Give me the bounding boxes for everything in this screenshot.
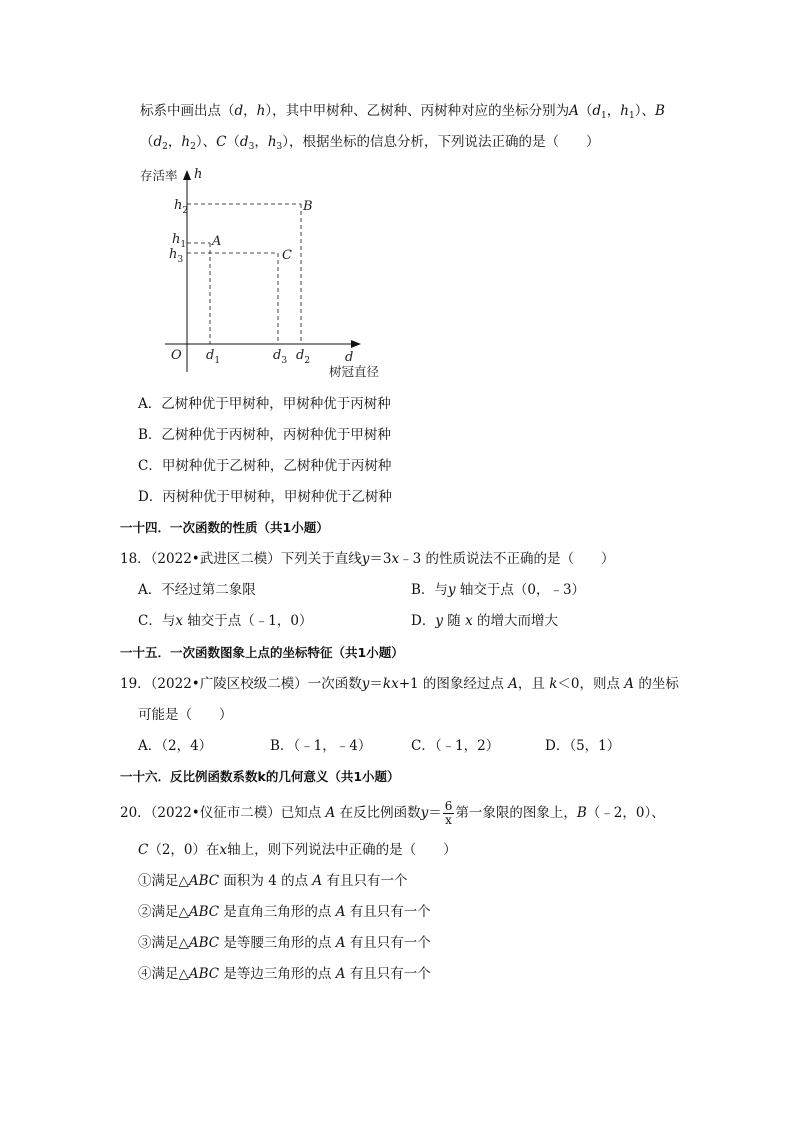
- var-a: A: [335, 966, 346, 982]
- point-a-label: A: [569, 103, 579, 119]
- q19-stem-text: +1 的图象经过点: [398, 676, 509, 692]
- var-abc: ABC: [188, 873, 220, 889]
- var-kx: kx: [382, 676, 399, 692]
- y-axis-cn-label: 存活率: [140, 168, 178, 183]
- statement-text: 是等边三角形的点: [219, 966, 336, 982]
- separator: 、: [641, 103, 655, 119]
- q18-option-d[interactable]: [411, 611, 558, 631]
- q18-stem-text: 18．（2022•武进区二模）下列关于直线: [120, 551, 362, 567]
- comma: ，: [243, 103, 257, 119]
- point-c-label: C: [282, 248, 292, 263]
- section-14-heading: 一十四．一次函数的性质（共1小题）: [120, 520, 329, 535]
- statement-text: ④满足△: [138, 966, 189, 982]
- q18-stem-text: ﹣3 的性质说法不正确的是（ ）: [399, 551, 615, 567]
- q19-option-a[interactable]: A．（2，4）: [138, 738, 213, 754]
- q19-stem-line-2: 可能是（ ）: [138, 707, 233, 723]
- q20-statement-4: [138, 964, 431, 984]
- var-abc: ABC: [188, 935, 220, 951]
- var-y: y: [435, 613, 443, 629]
- intro-text: 标系中画出点（: [140, 103, 235, 119]
- var-a: A: [624, 676, 635, 692]
- statement-text: 有且只有一个: [345, 904, 431, 920]
- option-text: 轴交于点（0，﹣3）: [455, 582, 586, 598]
- option-text: C．与: [138, 613, 176, 629]
- q18-option-a[interactable]: A．不经过第二象限: [138, 582, 256, 598]
- q19-stem-text: ＜0，则点: [557, 676, 625, 692]
- q17-option-c[interactable]: C．甲树种优于乙树种，乙树种优于丙树种: [138, 458, 392, 474]
- subscript: 2: [162, 142, 168, 152]
- var-c: C: [138, 842, 149, 858]
- subscript: 3: [248, 142, 255, 152]
- statement-text: ②满足△: [138, 904, 189, 920]
- q19-option-d[interactable]: D．（5，1）: [545, 738, 621, 754]
- q20-stem-text: （﹣2，0）、: [586, 805, 665, 821]
- tick-h3: $h_3$: [169, 247, 184, 265]
- q19-stem: [120, 674, 679, 694]
- var-y: y: [361, 551, 370, 567]
- var-y: y: [420, 805, 429, 821]
- y-axis-label: h: [194, 167, 203, 182]
- paren: （: [226, 134, 240, 150]
- statement-text: 是等腰三角形的点: [219, 935, 336, 951]
- option-text: 随: [442, 613, 466, 629]
- equals: ＝: [428, 805, 442, 821]
- var-b: B: [576, 805, 587, 821]
- tick-h1: $h_1$: [172, 232, 187, 250]
- q17-option-a[interactable]: A．乙树种优于甲树种，甲树种优于丙树种: [138, 396, 391, 412]
- x-axis-cn-label: 树冠直径: [329, 364, 380, 379]
- option-text: 轴交于点（﹣1，0）: [182, 613, 313, 629]
- q20-statement-3: [138, 933, 431, 953]
- var-a: A: [325, 805, 336, 821]
- point-b-label: B: [303, 199, 313, 214]
- point-c-label: C: [216, 134, 227, 150]
- q20-stem-text: 在反比例函数: [335, 805, 421, 821]
- q17-option-d[interactable]: D．丙树种优于甲树种，甲树种优于乙树种: [138, 489, 392, 505]
- q20-stem-text: （2，0）在: [148, 842, 220, 858]
- point-b-label: B: [654, 103, 665, 119]
- q18-stem: [120, 549, 615, 569]
- q19-option-b[interactable]: B．（﹣1，﹣4）: [270, 738, 372, 754]
- tick-d1: $d_1$: [206, 348, 221, 366]
- var-y: y: [447, 582, 456, 598]
- comma: ，: [606, 103, 621, 119]
- var-x: x: [175, 613, 183, 629]
- var-h: h: [620, 103, 629, 119]
- point-a-label: A: [212, 234, 222, 249]
- q20-stem-text: 第一象限的图象上，: [455, 805, 577, 821]
- coordinate-figure: [130, 162, 390, 382]
- section-16-heading: 一十六．反比例函数系数k的几何意义（共1小题）: [120, 769, 400, 784]
- option-text: D．: [411, 613, 436, 629]
- statement-text: 是直角三角形的点: [219, 904, 336, 920]
- intro-line-2: [140, 132, 600, 157]
- q17-option-b[interactable]: B．乙树种优于丙树种，丙树种优于甲树种: [138, 427, 391, 443]
- subscript: 1: [628, 111, 635, 121]
- fraction-numerator: 6: [444, 799, 453, 813]
- var-abc: ABC: [188, 904, 220, 920]
- q20-stem-line-2: [138, 840, 457, 860]
- option-text: 的增大而增大: [472, 613, 558, 629]
- origin-label: O: [171, 348, 182, 363]
- q19-stem-text: 的坐标: [634, 676, 679, 692]
- q20-stem: [120, 800, 665, 827]
- var-a: A: [312, 873, 323, 889]
- q19-option-c[interactable]: C．（﹣1，2）: [411, 738, 500, 754]
- statement-text: 有且只有一个: [345, 935, 431, 951]
- var-a: A: [335, 904, 346, 920]
- x-axis-label: d: [345, 350, 354, 365]
- intro-text: ，根据坐标的信息分析，下列说法正确的是（ ）: [289, 134, 600, 150]
- q19-stem-text: 19．（2022•广陵区校级二模）一次函数: [120, 676, 362, 692]
- q18-option-c[interactable]: [138, 611, 312, 631]
- var-a: A: [335, 935, 346, 951]
- q19-stem-text: ，且: [517, 676, 550, 692]
- statement-text: ③满足△: [138, 935, 189, 951]
- statement-text: 面积为 4 的点: [219, 873, 313, 889]
- var-y: y: [361, 676, 370, 692]
- tick-d2: $d_2$: [296, 348, 311, 366]
- tick-d3: $d_3$: [273, 348, 288, 366]
- var-h: h: [256, 103, 266, 119]
- section-15-heading: 一十五．一次函数图象上点的坐标特征（共1小题）: [120, 645, 404, 660]
- statement-text: ①满足△: [138, 873, 189, 889]
- fraction-denominator: x: [445, 813, 452, 827]
- fraction: [443, 800, 455, 827]
- statement-text: 有且只有一个: [345, 966, 431, 982]
- equals: ＝: [369, 676, 383, 692]
- var-x: x: [219, 842, 228, 858]
- var-x: x: [465, 613, 473, 629]
- var-abc: ABC: [188, 966, 220, 982]
- statement-text: 有且只有一个: [322, 873, 408, 889]
- paren: ）: [634, 103, 642, 119]
- paren: （: [140, 134, 154, 150]
- paren: （: [578, 103, 593, 119]
- var-d: d: [153, 134, 163, 150]
- paren: ）: [195, 134, 203, 150]
- separator: 、: [202, 134, 217, 150]
- q18-option-b[interactable]: [411, 580, 585, 600]
- q20-statement-2: [138, 902, 431, 922]
- subscript: 3: [276, 142, 283, 152]
- intro-text: ），其中甲树种、乙树种、丙树种对应的坐标分别为: [265, 103, 570, 119]
- comma: ，: [254, 134, 268, 150]
- comma: ，: [167, 134, 182, 150]
- var-h: h: [181, 134, 191, 150]
- var-k: k: [549, 676, 558, 692]
- q20-stem-text: 20．（2022•仪征市二模）已知点: [120, 805, 326, 821]
- var-d: d: [234, 103, 244, 119]
- subscript: 1: [601, 111, 607, 121]
- x-axis-arrow: [351, 340, 361, 348]
- var-d: d: [239, 134, 249, 150]
- option-text: B．与: [411, 582, 448, 598]
- var-a: A: [508, 676, 518, 692]
- var-d: d: [592, 103, 602, 119]
- q20-statement-1: [138, 871, 407, 891]
- tick-h2: $h_2$: [174, 198, 189, 216]
- var-x: x: [391, 551, 400, 567]
- var-h: h: [267, 134, 277, 150]
- subscript: 2: [190, 142, 196, 152]
- q20-stem-text: 轴上，则下列说法中正确的是（ ）: [227, 842, 457, 858]
- equals: ＝3: [369, 551, 392, 567]
- paren: ）: [282, 134, 289, 150]
- intro-line-1: [140, 101, 665, 126]
- y-axis-arrow: [183, 170, 191, 180]
